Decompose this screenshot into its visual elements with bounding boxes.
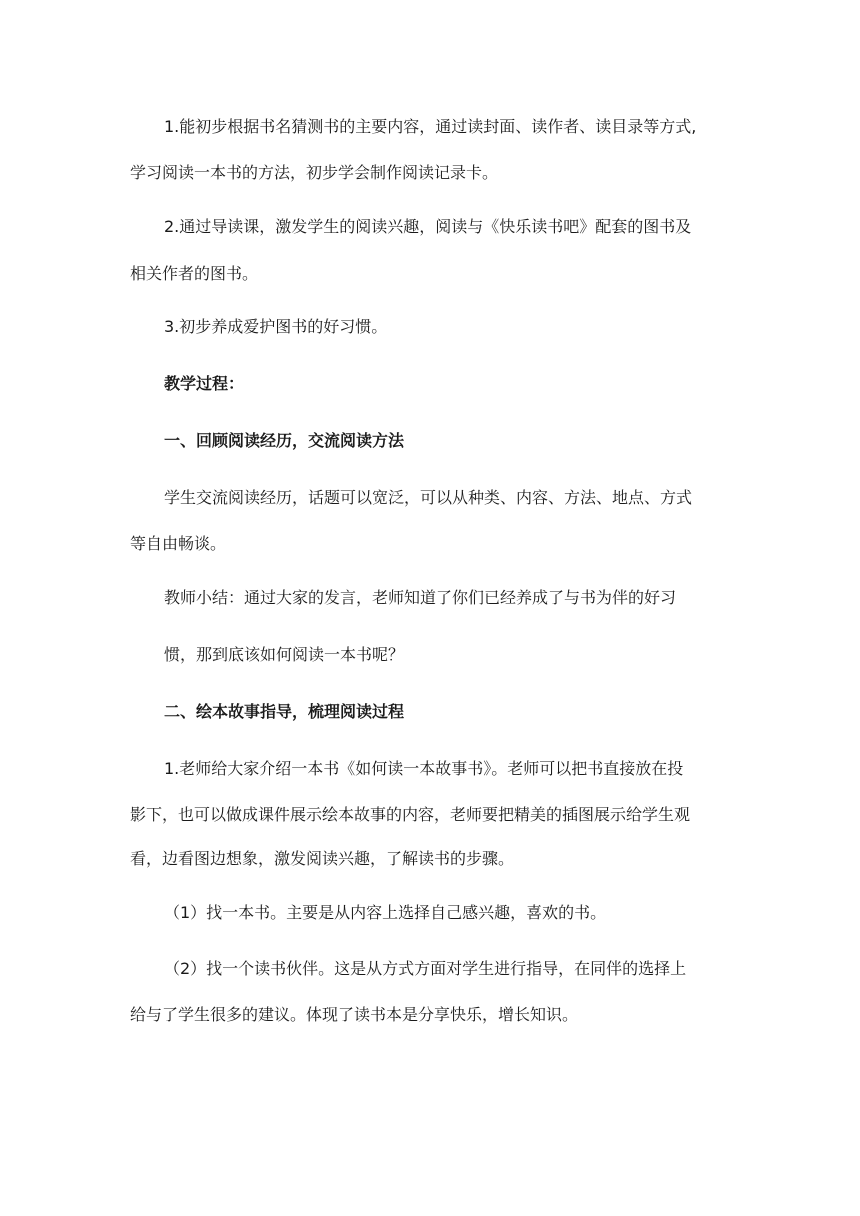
paragraph-line: 相关作者的图书。 bbox=[130, 264, 259, 283]
paragraph-line: 等自由畅谈。 bbox=[130, 534, 227, 553]
list-item: （2）找一个读书伙伴。这是从方式方面对学生进行指导，在同伴的选择上 bbox=[164, 959, 687, 978]
paragraph-line: 影下，也可以做成课件展示绘本故事的内容，老师要把精美的插图展示给学生观 bbox=[130, 805, 691, 824]
paragraph-line: 教师小结：通过大家的发言，老师知道了你们已经养成了与书为伴的好习 bbox=[164, 588, 677, 607]
paragraph-line: 2.通过导读课，激发学生的阅读兴趣，阅读与《快乐读书吧》配套的图书及 bbox=[164, 217, 692, 236]
paragraph-line: 惯，那到底该如何阅读一本书呢？ bbox=[164, 645, 405, 664]
section-heading: 教学过程： bbox=[164, 374, 245, 393]
paragraph-line: 学习阅读一本书的方法，初步学会制作阅读记录卡。 bbox=[130, 163, 499, 182]
section-heading: 二、绘本故事指导，梳理阅读过程 bbox=[164, 702, 405, 721]
paragraph-line: 1.能初步根据书名猜测书的主要内容，通过读封面、读作者、读目录等方式, bbox=[164, 117, 697, 136]
paragraph-line: 看，边看图边想象，激发阅读兴趣，了解读书的步骤。 bbox=[130, 849, 515, 868]
paragraph-line: 1.老师给大家介绍一本书《如何读一本故事书》。老师可以把书直接放在投 bbox=[164, 759, 684, 778]
section-heading: 一、回顾阅读经历，交流阅读方法 bbox=[164, 431, 405, 450]
list-item: （1）找一本书。主要是从内容上选择自己感兴趣，喜欢的书。 bbox=[164, 903, 607, 922]
paragraph-line: 3.初步养成爱护图书的好习惯。 bbox=[164, 317, 388, 336]
paragraph-line: 学生交流阅读经历，话题可以宽泛，可以从种类、内容、方法、地点、方式 bbox=[164, 488, 693, 507]
paragraph-line: 给与了学生很多的建议。体现了读书本是分享快乐，增长知识。 bbox=[130, 1005, 579, 1024]
